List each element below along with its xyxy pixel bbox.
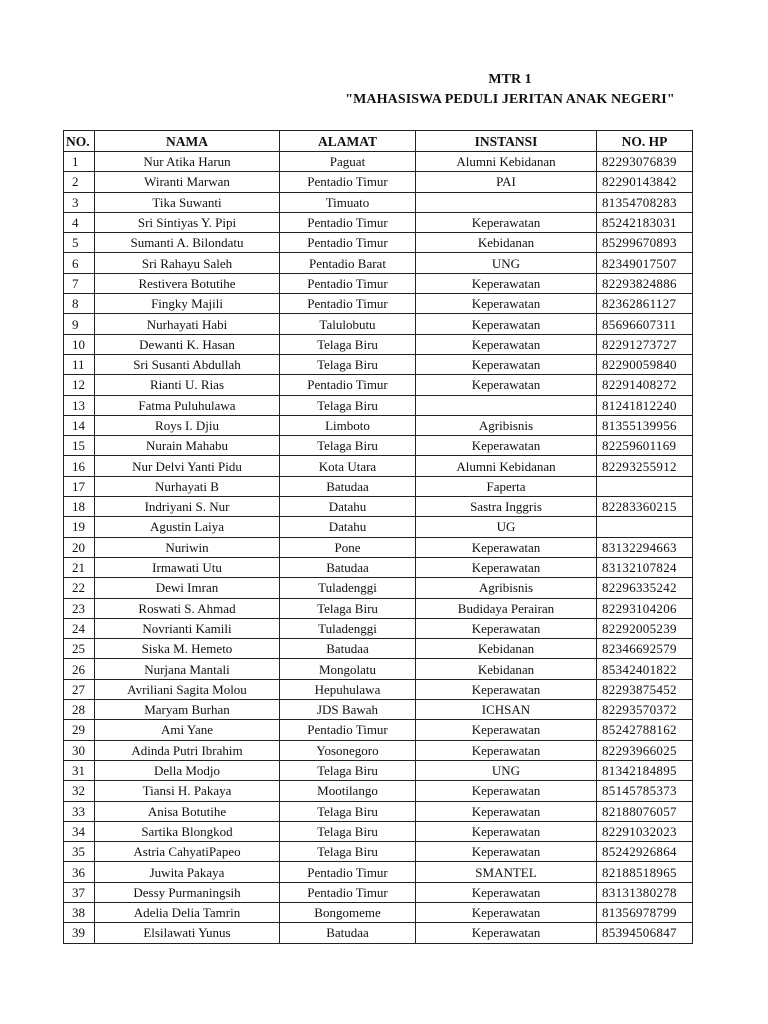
cell-nama: Novrianti Kamili — [95, 618, 280, 638]
cell-no: 32 — [64, 781, 95, 801]
cell-alamat: Tuladenggi — [280, 578, 416, 598]
cell-instansi — [416, 395, 597, 415]
cell-alamat: Batudaa — [280, 639, 416, 659]
cell-nama: Dewanti K. Hasan — [95, 334, 280, 354]
cell-alamat: JDS Bawah — [280, 700, 416, 720]
cell-instansi: Kebidanan — [416, 233, 597, 253]
table-row — [64, 557, 693, 577]
table-row — [64, 760, 693, 780]
cell-hp: 81354708283 — [597, 192, 693, 212]
cell-hp: 85696607311 — [597, 314, 693, 334]
cell-nama: Restivera Botutihe — [95, 273, 280, 293]
cell-instansi: Keperawatan — [416, 781, 597, 801]
cell-alamat: Yosonegoro — [280, 740, 416, 760]
cell-alamat: Pentadio Timur — [280, 294, 416, 314]
cell-nama: Fingky Majili — [95, 294, 280, 314]
cell-no: 12 — [64, 375, 95, 395]
cell-instansi: Sastra Inggris — [416, 497, 597, 517]
table-row — [64, 923, 693, 943]
cell-no: 23 — [64, 598, 95, 618]
cell-nama: Roys I. Djiu — [95, 415, 280, 435]
cell-nama: Sartika Blongkod — [95, 821, 280, 841]
cell-instansi: Keperawatan — [416, 923, 597, 943]
cell-nama: Indriyani S. Nur — [95, 497, 280, 517]
cell-hp: 85145785373 — [597, 781, 693, 801]
cell-instansi: Keperawatan — [416, 537, 597, 557]
cell-no: 7 — [64, 273, 95, 293]
header-instansi: INSTANSI — [416, 131, 597, 152]
cell-instansi: Keperawatan — [416, 354, 597, 374]
cell-nama: Nur Atika Harun — [95, 152, 280, 172]
cell-hp: 85242926864 — [597, 842, 693, 862]
cell-nama: Wiranti Marwan — [95, 172, 280, 192]
table-row — [64, 172, 693, 192]
cell-nama: Dewi Imran — [95, 578, 280, 598]
cell-hp: 82349017507 — [597, 253, 693, 273]
cell-no: 36 — [64, 862, 95, 882]
cell-no: 1 — [64, 152, 95, 172]
cell-hp: 85242788162 — [597, 720, 693, 740]
document-title: MTR 1 — [488, 72, 532, 87]
cell-nama: Anisa Botutihe — [95, 801, 280, 821]
cell-no: 2 — [64, 172, 95, 192]
cell-hp: 82290059840 — [597, 354, 693, 374]
cell-instansi: UNG — [416, 760, 597, 780]
cell-alamat: Mongolatu — [280, 659, 416, 679]
cell-alamat: Telaga Biru — [280, 354, 416, 374]
cell-no: 13 — [64, 395, 95, 415]
cell-instansi: Keperawatan — [416, 842, 597, 862]
cell-no: 14 — [64, 415, 95, 435]
cell-instansi: ICHSAN — [416, 700, 597, 720]
cell-no: 17 — [64, 476, 95, 496]
cell-instansi: Keperawatan — [416, 902, 597, 922]
cell-instansi: Keperawatan — [416, 821, 597, 841]
cell-hp: 82293076839 — [597, 152, 693, 172]
cell-instansi: Keperawatan — [416, 273, 597, 293]
cell-nama: Sri Rahayu Saleh — [95, 253, 280, 273]
cell-hp: 81342184895 — [597, 760, 693, 780]
cell-nama: Irmawati Utu — [95, 557, 280, 577]
cell-instansi: Keperawatan — [416, 720, 597, 740]
cell-nama: Nur Delvi Yanti Pidu — [95, 456, 280, 476]
table-row — [64, 598, 693, 618]
cell-nama: Maryam Burhan — [95, 700, 280, 720]
cell-hp: 83132294663 — [597, 537, 693, 557]
table-row — [64, 862, 693, 882]
cell-hp — [597, 517, 693, 537]
cell-alamat: Limboto — [280, 415, 416, 435]
table-row — [64, 192, 693, 212]
cell-hp: 82346692579 — [597, 639, 693, 659]
cell-alamat: Kota Utara — [280, 456, 416, 476]
cell-hp: 81241812240 — [597, 395, 693, 415]
cell-instansi: Keperawatan — [416, 314, 597, 334]
cell-hp: 82188518965 — [597, 862, 693, 882]
table-row — [64, 152, 693, 172]
table-row — [64, 212, 693, 232]
cell-nama: Nurain Mahabu — [95, 436, 280, 456]
header-alamat: ALAMAT — [280, 131, 416, 152]
cell-alamat: Mootilango — [280, 781, 416, 801]
table-row — [64, 618, 693, 638]
table-row — [64, 334, 693, 354]
cell-nama: Fatma Puluhulawa — [95, 395, 280, 415]
cell-no: 22 — [64, 578, 95, 598]
cell-no: 21 — [64, 557, 95, 577]
cell-alamat: Telaga Biru — [280, 395, 416, 415]
cell-alamat: Tuladenggi — [280, 618, 416, 638]
table-row — [64, 456, 693, 476]
cell-instansi: Alumni Kebidanan — [416, 456, 597, 476]
table-row — [64, 781, 693, 801]
table-row — [64, 720, 693, 740]
cell-instansi: Keperawatan — [416, 882, 597, 902]
cell-no: 6 — [64, 253, 95, 273]
cell-no: 10 — [64, 334, 95, 354]
cell-instansi: Agribisnis — [416, 415, 597, 435]
cell-no: 38 — [64, 902, 95, 922]
table-row — [64, 314, 693, 334]
cell-hp: 82292005239 — [597, 618, 693, 638]
cell-alamat: Telaga Biru — [280, 760, 416, 780]
table-row — [64, 415, 693, 435]
cell-hp: 83132107824 — [597, 557, 693, 577]
cell-nama: Rianti U. Rias — [95, 375, 280, 395]
cell-alamat: Datahu — [280, 497, 416, 517]
cell-alamat: Telaga Biru — [280, 801, 416, 821]
cell-hp — [597, 476, 693, 496]
table-row — [64, 700, 693, 720]
cell-hp: 82290143842 — [597, 172, 693, 192]
cell-nama: Astria CahyatiPapeo — [95, 842, 280, 862]
table-row — [64, 497, 693, 517]
cell-alamat: Telaga Biru — [280, 598, 416, 618]
cell-nama: Elsilawati Yunus — [95, 923, 280, 943]
cell-nama: Sumanti A. Bilondatu — [95, 233, 280, 253]
cell-nama: Nurhayati Habi — [95, 314, 280, 334]
cell-instansi: Keperawatan — [416, 740, 597, 760]
cell-instansi — [416, 192, 597, 212]
cell-hp: 82293824886 — [597, 273, 693, 293]
table-header-row — [64, 131, 693, 152]
cell-instansi: Keperawatan — [416, 557, 597, 577]
cell-hp: 82291408272 — [597, 375, 693, 395]
cell-alamat: Pentadio Timur — [280, 375, 416, 395]
document-subtitle: "MAHASISWA PEDULI JERITAN ANAK NEGERI" — [345, 92, 675, 107]
cell-nama: Sri Sintiyas Y. Pipi — [95, 212, 280, 232]
cell-no: 34 — [64, 821, 95, 841]
header-no: NO. — [64, 131, 95, 152]
cell-instansi: Keperawatan — [416, 375, 597, 395]
table-row — [64, 679, 693, 699]
cell-instansi: Keperawatan — [416, 294, 597, 314]
table-row — [64, 517, 693, 537]
cell-hp: 82362861127 — [597, 294, 693, 314]
cell-instansi: Agribisnis — [416, 578, 597, 598]
cell-instansi: Alumni Kebidanan — [416, 152, 597, 172]
cell-no: 8 — [64, 294, 95, 314]
cell-alamat: Batudaa — [280, 476, 416, 496]
cell-alamat: Pentadio Timur — [280, 172, 416, 192]
cell-nama: Juwita Pakaya — [95, 862, 280, 882]
cell-no: 33 — [64, 801, 95, 821]
cell-no: 35 — [64, 842, 95, 862]
cell-nama: Ami Yane — [95, 720, 280, 740]
cell-nama: Nurhayati B — [95, 476, 280, 496]
cell-nama: Roswati S. Ahmad — [95, 598, 280, 618]
header-hp: NO. HP — [597, 131, 693, 152]
cell-instansi: Keperawatan — [416, 212, 597, 232]
cell-no: 11 — [64, 354, 95, 374]
cell-alamat: Pentadio Timur — [280, 862, 416, 882]
cell-alamat: Batudaa — [280, 923, 416, 943]
table-row — [64, 436, 693, 456]
cell-instansi: UNG — [416, 253, 597, 273]
cell-nama: Dessy Purmaningsih — [95, 882, 280, 902]
cell-alamat: Bongomeme — [280, 902, 416, 922]
cell-instansi: PAI — [416, 172, 597, 192]
cell-no: 31 — [64, 760, 95, 780]
cell-alamat: Telaga Biru — [280, 821, 416, 841]
cell-no: 30 — [64, 740, 95, 760]
table-row — [64, 801, 693, 821]
cell-alamat: Paguat — [280, 152, 416, 172]
cell-nama: Tiansi H. Pakaya — [95, 781, 280, 801]
cell-hp: 82283360215 — [597, 497, 693, 517]
cell-nama: Agustin Laiya — [95, 517, 280, 537]
cell-hp: 81355139956 — [597, 415, 693, 435]
table-row — [64, 578, 693, 598]
member-table — [63, 130, 693, 944]
table-row — [64, 294, 693, 314]
cell-hp: 82296335242 — [597, 578, 693, 598]
cell-hp: 82293966025 — [597, 740, 693, 760]
cell-nama: Tika Suwanti — [95, 192, 280, 212]
cell-nama: Adelia Delia Tamrin — [95, 902, 280, 922]
cell-instansi: Faperta — [416, 476, 597, 496]
cell-no: 4 — [64, 212, 95, 232]
cell-hp: 82293104206 — [597, 598, 693, 618]
table-row — [64, 395, 693, 415]
cell-hp: 82293570372 — [597, 700, 693, 720]
cell-no: 18 — [64, 497, 95, 517]
cell-instansi: Keperawatan — [416, 801, 597, 821]
cell-no: 24 — [64, 618, 95, 638]
cell-instansi: Kebidanan — [416, 639, 597, 659]
cell-no: 3 — [64, 192, 95, 212]
table-row — [64, 842, 693, 862]
cell-no: 5 — [64, 233, 95, 253]
cell-hp: 85242183031 — [597, 212, 693, 232]
table-row — [64, 740, 693, 760]
cell-instansi: SMANTEL — [416, 862, 597, 882]
cell-instansi: Budidaya Perairan — [416, 598, 597, 618]
cell-nama: Della Modjo — [95, 760, 280, 780]
cell-hp: 85394506847 — [597, 923, 693, 943]
cell-alamat: Pentadio Barat — [280, 253, 416, 273]
cell-no: 29 — [64, 720, 95, 740]
cell-no: 16 — [64, 456, 95, 476]
cell-alamat: Telaga Biru — [280, 842, 416, 862]
cell-alamat: Telaga Biru — [280, 334, 416, 354]
cell-instansi: Keperawatan — [416, 618, 597, 638]
cell-no: 26 — [64, 659, 95, 679]
table-row — [64, 273, 693, 293]
table-body — [64, 152, 693, 944]
cell-hp: 82293875452 — [597, 679, 693, 699]
cell-alamat: Pentadio Timur — [280, 720, 416, 740]
cell-hp: 82188076057 — [597, 801, 693, 821]
cell-hp: 85299670893 — [597, 233, 693, 253]
cell-no: 19 — [64, 517, 95, 537]
cell-alamat: Telaga Biru — [280, 436, 416, 456]
cell-no: 37 — [64, 882, 95, 902]
cell-hp: 85342401822 — [597, 659, 693, 679]
cell-nama: Siska M. Hemeto — [95, 639, 280, 659]
cell-nama: Adinda Putri Ibrahim — [95, 740, 280, 760]
table-row — [64, 253, 693, 273]
cell-no: 27 — [64, 679, 95, 699]
cell-nama: Nuriwin — [95, 537, 280, 557]
cell-hp: 82291032023 — [597, 821, 693, 841]
cell-instansi: UG — [416, 517, 597, 537]
cell-no: 15 — [64, 436, 95, 456]
cell-no: 9 — [64, 314, 95, 334]
cell-alamat: Datahu — [280, 517, 416, 537]
cell-alamat: Talulobutu — [280, 314, 416, 334]
cell-no: 20 — [64, 537, 95, 557]
cell-nama: Avriliani Sagita Molou — [95, 679, 280, 699]
cell-alamat: Batudaa — [280, 557, 416, 577]
table-row — [64, 639, 693, 659]
header-nama: NAMA — [95, 131, 280, 152]
table-row — [64, 902, 693, 922]
cell-hp: 82291273727 — [597, 334, 693, 354]
cell-alamat: Pentadio Timur — [280, 212, 416, 232]
cell-instansi: Kebidanan — [416, 659, 597, 679]
cell-no: 28 — [64, 700, 95, 720]
cell-hp: 81356978799 — [597, 902, 693, 922]
table-row — [64, 882, 693, 902]
cell-alamat: Pentadio Timur — [280, 273, 416, 293]
table-row — [64, 233, 693, 253]
cell-hp: 82259601169 — [597, 436, 693, 456]
cell-alamat: Pone — [280, 537, 416, 557]
cell-instansi: Keperawatan — [416, 679, 597, 699]
cell-hp: 83131380278 — [597, 882, 693, 902]
cell-no: 25 — [64, 639, 95, 659]
cell-nama: Sri Susanti Abdullah — [95, 354, 280, 374]
table-row — [64, 821, 693, 841]
table-row — [64, 659, 693, 679]
table-row — [64, 375, 693, 395]
cell-instansi: Keperawatan — [416, 436, 597, 456]
cell-hp: 82293255912 — [597, 456, 693, 476]
cell-instansi: Keperawatan — [416, 334, 597, 354]
cell-no: 39 — [64, 923, 95, 943]
table-row — [64, 537, 693, 557]
cell-alamat: Pentadio Timur — [280, 233, 416, 253]
table-row — [64, 476, 693, 496]
cell-nama: Nurjana Mantali — [95, 659, 280, 679]
table-row — [64, 354, 693, 374]
cell-alamat: Timuato — [280, 192, 416, 212]
cell-alamat: Pentadio Timur — [280, 882, 416, 902]
cell-alamat: Hepuhulawa — [280, 679, 416, 699]
